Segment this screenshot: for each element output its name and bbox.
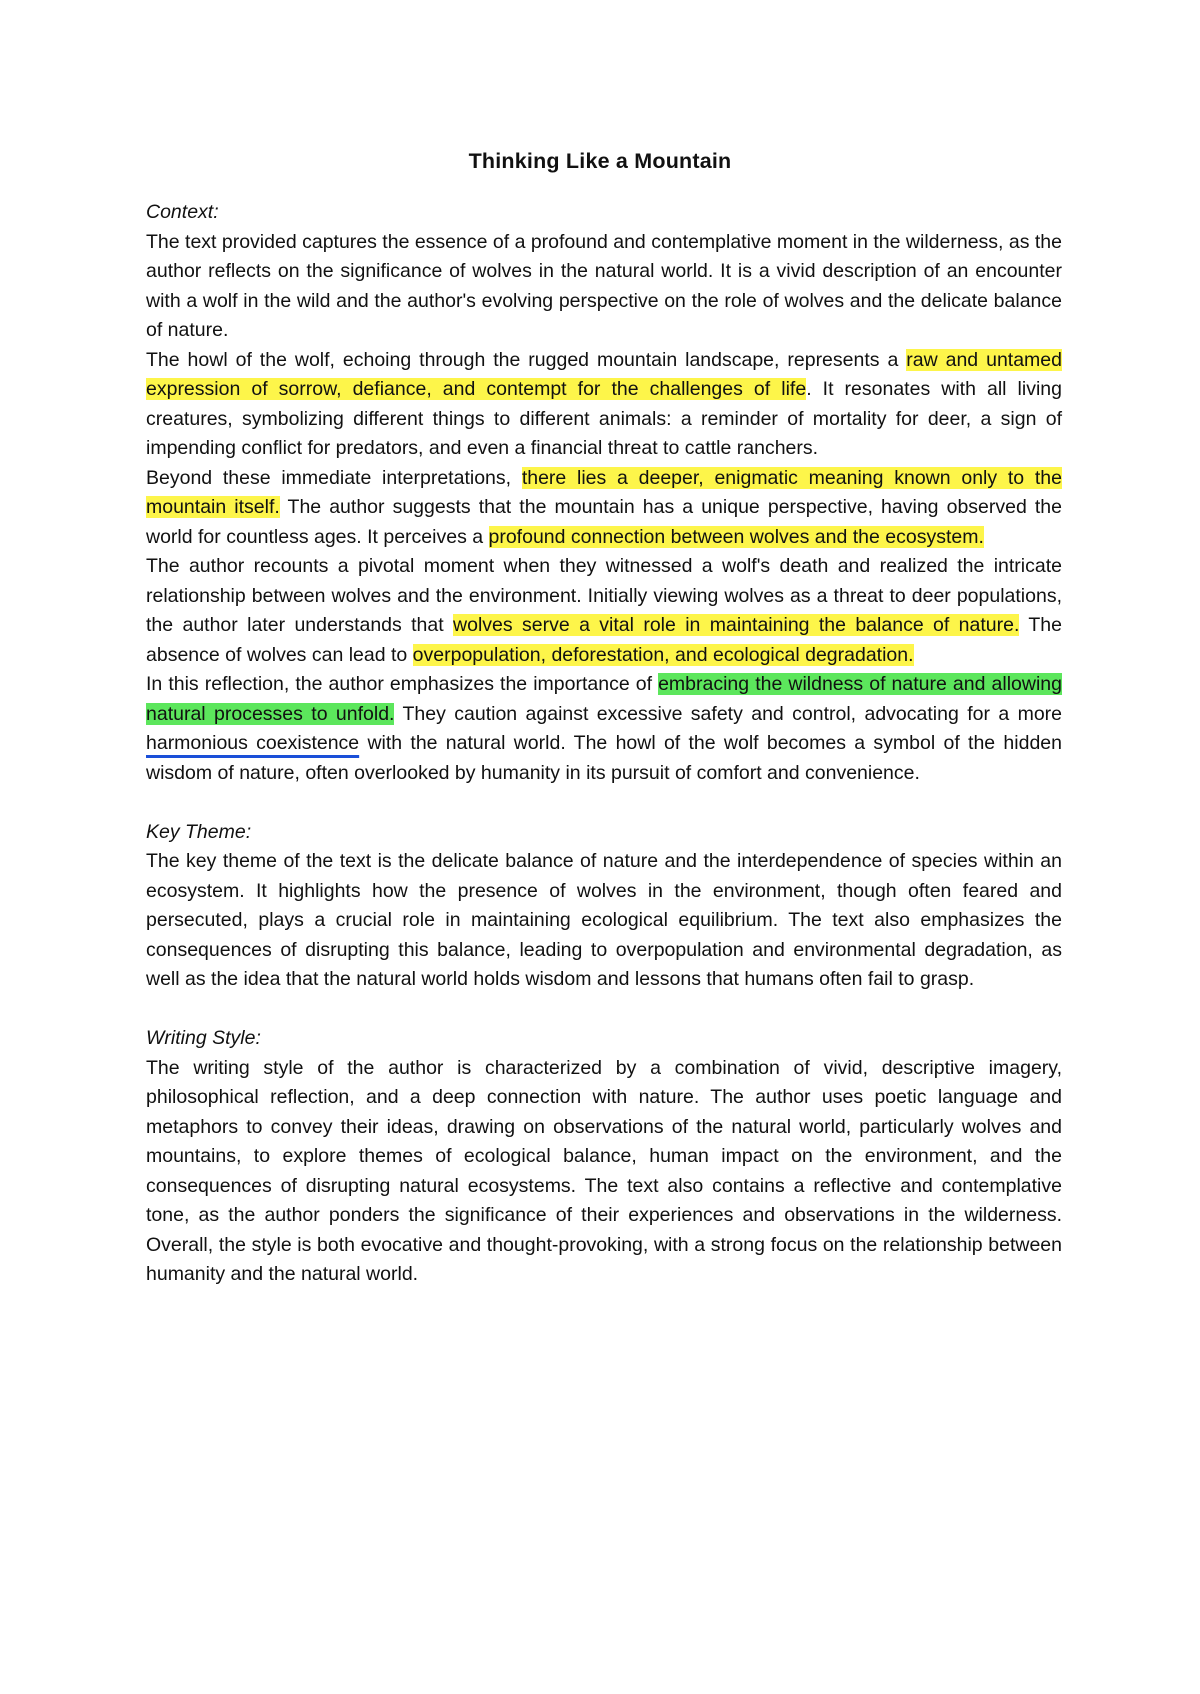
document-body — [146, 198, 1062, 1290]
blue-underlined-phrase: harmonious coexistence — [146, 732, 360, 754]
text-run: Beyond these immediate interpretations, — [146, 466, 522, 489]
yellow-highlight: overpopulation, deforestation, and ecological degradation. — [412, 643, 914, 666]
text-run: The author suggests that the mountain has a unique perspective, having observed the world for countless ages. It perceives a — [146, 496, 1062, 548]
context-paragraph-1: The text provided captures the essence of a profound and contemplative moment in the wilderness, as the author reflects on the significance of wolves in the natural world. It is a vivid description of an encounter with a wolf in the wild and the author's evolving perspective on the role of wolves and the delicate balance of nature. — [146, 230, 1062, 341]
yellow-highlight: profound connection between wolves and the ecosystem. — [488, 525, 984, 548]
text-run: . It resonates with all living creatures, symbolizing different things to different animals: a reminder of mortality for deer, a sign of impending conflict for predators, and even a financial threat to cattle ranchers. — [146, 378, 1062, 459]
paragraph-spacer — [146, 995, 1062, 1025]
text-run: They caution against excessive safety and control, advocating for a more — [394, 702, 1063, 725]
yellow-highlight: there lies a deeper, enigmatic meaning known only to the mountain itself. — [146, 466, 1062, 518]
text-run: with the natural world. The howl of the wolf becomes a symbol of the hidden wisdom of nature, often overlooked by humanity in its pursuit of comfort and convenience. — [146, 732, 1062, 784]
context-paragraph-3 — [146, 464, 1062, 553]
text-run: The author recounts a pivotal moment when they witnessed a wolf's death and realized the intricate relationship between wolves and the environment. Initially viewing wolves as a threat to deer populations, the author later understands that — [146, 555, 1062, 636]
text-run: The absence of wolves can lead to — [146, 614, 1062, 666]
yellow-highlight: wolves serve a vital role in maintaining the balance of nature. — [453, 614, 1020, 636]
context-paragraph-5 — [146, 670, 1062, 788]
text-run: The howl of the wolf, echoing through the rugged mountain landscape, represents a — [146, 348, 907, 371]
paragraph-spacer — [146, 788, 1062, 818]
document-title: Thinking Like a Mountain — [468, 149, 732, 173]
key-theme-paragraph: The key theme of the text is the delicate balance of nature and the interdependence of species within an ecosystem. It highlights how the presence of wolves in the environment, though often feared and persecuted, plays a crucial role in maintaining ecological equilibrium. The text also emphasizes the consequences of disrupting this balance, leading to overpopulation and environmental degradation, as well as the idea that the natural world holds wisdom and lessons that humans often fail to grasp. — [146, 850, 1062, 990]
green-highlight: embracing the wildness of nature and allowing natural processes to unfold. — [146, 673, 1062, 725]
context-paragraph-4 — [146, 552, 1062, 670]
key-theme-label: Key Theme: — [146, 820, 252, 843]
writing-style-label: Writing Style: — [146, 1027, 261, 1049]
text-run: In this reflection, the author emphasizes the importance of — [146, 673, 659, 695]
context-paragraph-2 — [146, 346, 1062, 464]
yellow-highlight: raw and untamed expression of sorrow, defiance, and contempt for the challenges of life — [146, 348, 1062, 400]
writing-style-paragraph: The writing style of the author is characterized by a combination of vivid, descriptive imagery, philosophical reflection, and a deep connection with nature. The author uses poetic language and metaphors to convey their ideas, drawing on observations of the natural world, particularly wolves and mountains, to explore themes of ecological balance, human impact on the environment, and the consequences of disrupting natural ecosystems. The text also contains a reflective and contemplative tone, as the author ponders the significance of their experiences and observations in the wilderness. Overall, the style is both evocative and thought-provoking, with a strong focus on the relationship between humanity and the natural world. — [146, 1056, 1062, 1285]
context-label: Context: — [146, 201, 219, 223]
